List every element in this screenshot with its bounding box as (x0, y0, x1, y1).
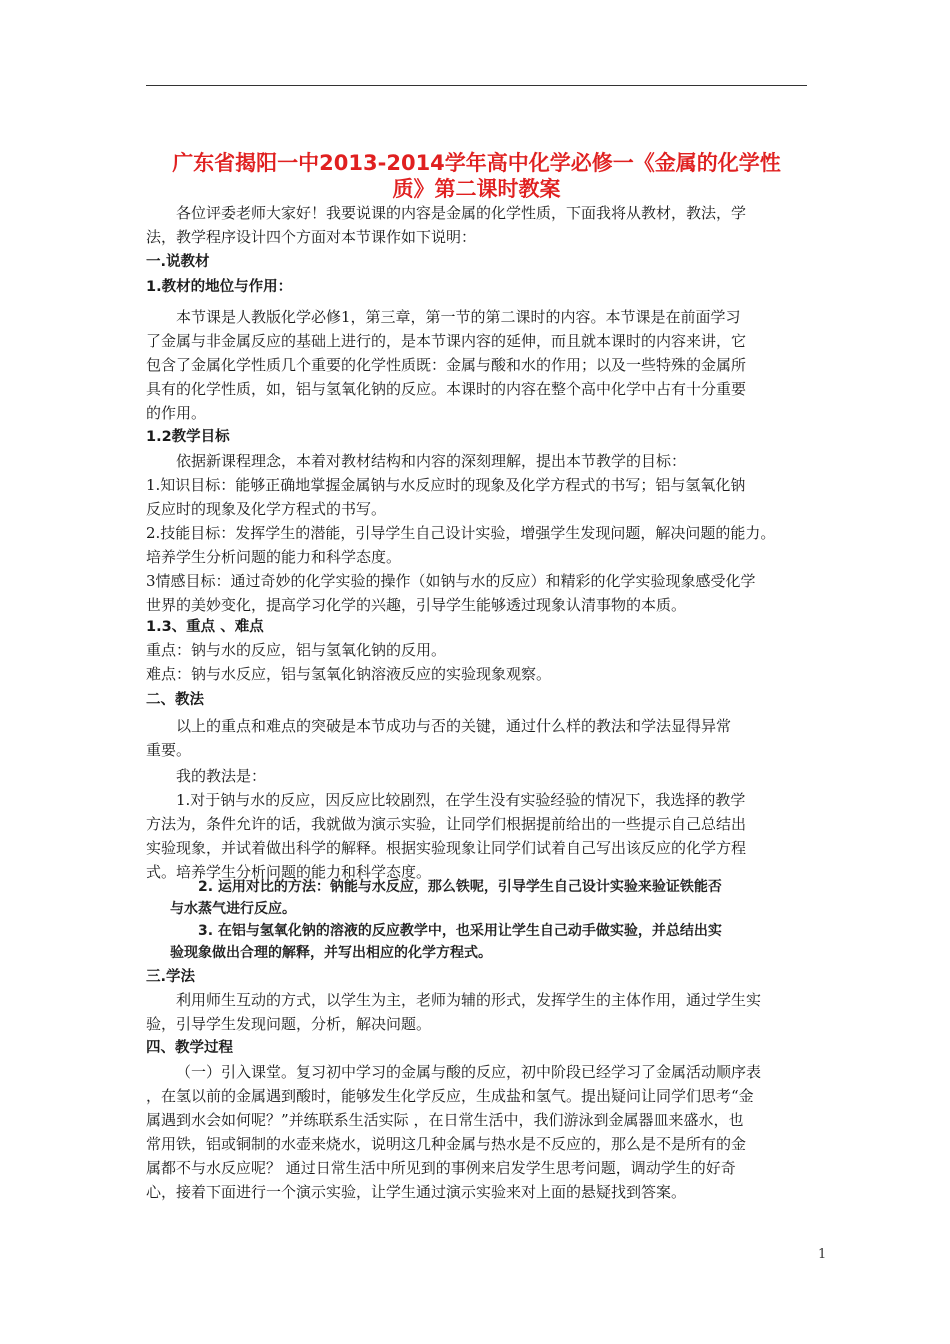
subsection-heading-1-2: 1.2教学目标 (146, 429, 230, 445)
paragraph-line: 重要。 (146, 741, 192, 759)
paragraph-line: 重点：钠与水的反应，铝与氢氧化钠的反用。 (146, 641, 447, 659)
paragraph-line: （一）引入课堂。复习初中学习的金属与酸的反应，初中阶段已经学习了金属活动顺序表 (176, 1063, 762, 1081)
paragraph-line: 包含了金属化学性质几个重要的化学性质既：金属与酸和水的作用；以及一些特殊的金属所 (146, 356, 747, 374)
paragraph-line: 世界的美妙变化，提高学习化学的兴趣，引导学生能够透过现象认清事物的本质。 (146, 596, 687, 614)
paragraph-line: 具有的化学性质，如，铝与氢氧化钠的反应。本课时的内容在整个高中化学中占有十分重要 (146, 380, 747, 398)
paragraph-line: 的作用。 (146, 404, 207, 422)
paragraph-line: 本节课是人教版化学必修1，第三章，第一节的第二课时的内容。本节课是在前面学习 (176, 308, 741, 326)
paragraph-line: 培养学生分析问题的能力和科学态度。 (146, 548, 402, 566)
section-heading-2: 二、教法 (146, 692, 204, 708)
section-heading-4: 四、教学过程 (146, 1040, 233, 1056)
subsection-heading-1-1: 1.教材的地位与作用： (146, 279, 293, 295)
subsection-heading-1-3: 1.3、重点 、难点 (146, 619, 264, 635)
paragraph-line: 1.知识目标：能够正确地掌握金属钠与水反应时的现象及化学方程式的书写；铝与氢氧化钠 (146, 476, 746, 494)
paragraph-line: 利用师生互动的方式，以学生为主，老师为辅的形式，发挥学生的主体作用，通过学生实 (176, 991, 762, 1009)
paragraph-line: 验现象做出合理的解释，并写出相应的化学方程式。 (170, 945, 492, 961)
paragraph-line: 方法为，条件允许的话，我就做为演示实验，让同学们根据提前给出的一些提示自己总结出 (146, 815, 747, 833)
paragraph-line: 依据新课程理念，本着对教材结构和内容的深刻理解，提出本节教学的目标： (176, 452, 687, 470)
title-line-1: 广东省揭阳一中2013-2014学年高中化学必修一《金属的化学性 (172, 151, 781, 175)
paragraph-line: 了金属与非金属反应的基础上进行的，是本节课内容的延伸，而且就本课时的内容来讲，它 (146, 332, 747, 350)
paragraph-line: 2. 运用对比的方法：钠能与水反应，那么铁呢，引导学生自己设计实验来验证铁能否 (198, 879, 722, 895)
intro-line-1: 各位评委老师大家好！我要说课的内容是金属的化学性质，下面我将从教材，教法，学 (176, 204, 747, 222)
paragraph-line: 属都不与水反应呢？ 通过日常生活中所见到的事例来启发学生思考问题，调动学生的好奇 (146, 1159, 736, 1177)
paragraph-line: 我的教法是： (176, 767, 267, 785)
intro-line-2: 法，教学程序设计四个方面对本节课作如下说明： (146, 228, 477, 246)
paragraph-line: 与水蒸气进行反应。 (170, 901, 296, 917)
paragraph-line: ，在氢以前的金属遇到酸时，能够发生化学反应，生成盐和氢气。提出疑问让同学们思考“金 (146, 1087, 754, 1105)
paragraph-line: 难点：钠与水反应，铝与氢氧化钠溶液反应的实验现象观察。 (146, 665, 552, 683)
section-heading-3: 三.学法 (146, 969, 196, 985)
paragraph-line: 3情感目标：通过奇妙的化学实验的操作（如钠与水的反应）和精彩的化学实验现象感受化学 (146, 572, 756, 590)
paragraph-line: 心，接着下面进行一个演示实验，让学生通过演示实验来对上面的悬疑找到答案。 (146, 1183, 687, 1201)
paragraph-line: 1.对于钠与水的反应，因反应比较剧烈，在学生没有实验经验的情况下，我选择的教学 (176, 791, 746, 809)
paragraph-line: 反应时的现象及化学方程式的书写。 (146, 500, 387, 518)
paragraph-line: 常用铁，铝或铜制的水壶来烧水，说明这几种金属与热水是不反应的，那么是不是所有的金 (146, 1135, 747, 1153)
paragraph-line: 式。培养学生分析问题的能力和科学态度。 (146, 863, 432, 881)
section-heading-1: 一.说教材 (146, 254, 210, 270)
title-line-2: 质》第二课时教案 (392, 177, 561, 201)
paragraph-line: 2.技能目标：发挥学生的潜能，引导学生自己设计实验，增强学生发现问题，解决问题的能力。 (146, 524, 776, 542)
paragraph-line: 验，引导学生发现问题，分析，解决问题。 (146, 1015, 432, 1033)
page-number: 1 (818, 1247, 827, 1262)
header-rule (146, 85, 807, 86)
paragraph-line: 以上的重点和难点的突破是本节成功与否的关键，通过什么样的教法和学法显得异常 (176, 717, 732, 735)
paragraph-line: 属遇到水会如何呢？”并练联系生活实际 ，在日常生活中，我们游泳到金属器皿来盛水，也 (146, 1111, 744, 1129)
paragraph-line: 3. 在铝与氢氧化钠的溶液的反应教学中，也采用让学生自己动手做实验，并总结出实 (198, 923, 722, 939)
paragraph-line: 实验现象，并试着做出科学的解释。根据实验现象让同学们试着自己写出该反应的化学方程 (146, 839, 747, 857)
